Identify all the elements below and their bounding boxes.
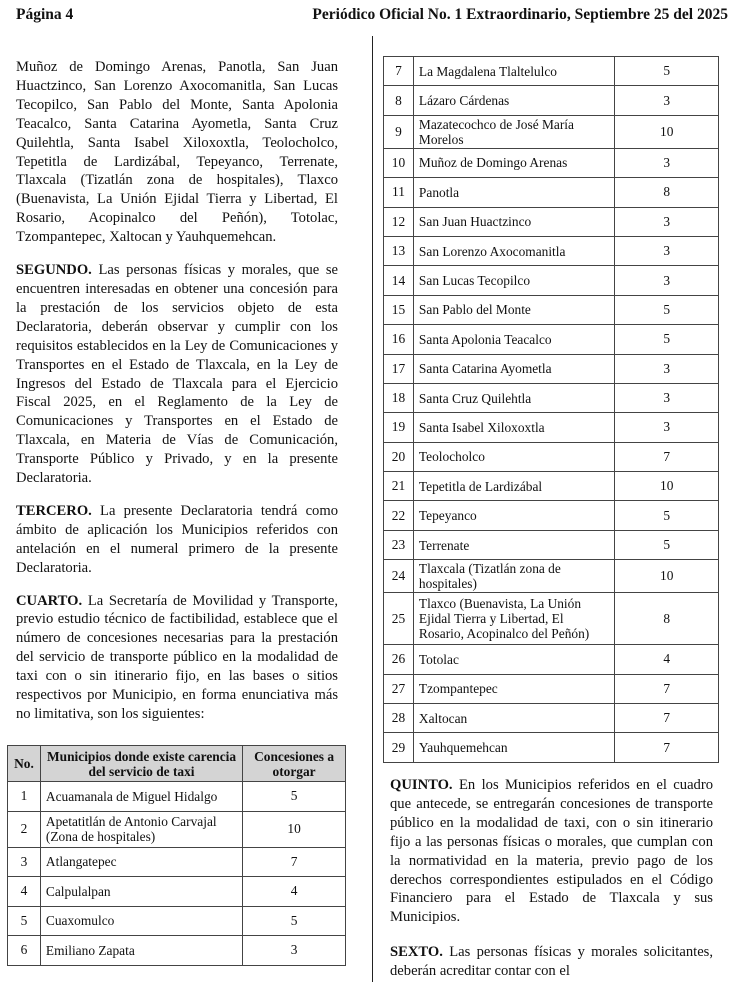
row-number: 10 [384,148,414,177]
row-concesiones: 3 [615,413,719,442]
row-concesiones: 5 [615,325,719,354]
table-row [384,530,719,559]
table-row [384,472,719,501]
row-concesiones: 3 [615,86,719,115]
row-number: 23 [384,530,414,559]
table-row [384,354,719,383]
table-row [384,295,719,324]
table-row [384,57,719,86]
table-row [384,560,719,593]
row-number: 13 [384,236,414,265]
row-number: 24 [384,560,414,593]
row-concesiones: 10 [615,115,719,148]
cuarto-text: La Secretaría de Movilidad y Transporte, previo estudio técnico de factibilidad, establece que el número de concesiones necesarias para la prestación del servicio de transporte público en la modalidad de taxi con o sin itinerario fijo, en las bases o sitios respectivos por Municipio, en forma enunciativa más no limitativa, son los siguientes: [16,592,338,722]
row-concesiones: 5 [243,906,346,936]
tercero-text: La presente Declaratoria tendrá como ámbito de aplicación los Municipios referidos con antelación en el numeral primero de la presente Declaratoria. [16,502,338,576]
left-column [16,58,338,738]
row-municipio: San Pablo del Monte [413,295,614,324]
table-row [384,733,719,762]
row-number: 3 [8,847,41,877]
row-municipio: San Juan Huactzinco [413,207,614,236]
page-header [16,6,728,26]
row-municipio: Tepetitla de Lardizábal [413,472,614,501]
table-row [384,704,719,733]
table-row [384,645,719,674]
row-number: 4 [8,877,41,907]
segundo-heading: SEGUNDO. [16,262,92,279]
row-municipio: Santa Catarina Ayometla [413,354,614,383]
row-municipio: Tlaxcala (Tizatlán zona de hospitales) [413,560,614,593]
table-row [384,413,719,442]
row-concesiones: 5 [243,782,346,812]
segundo-paragraph [16,261,338,488]
row-concesiones: 3 [615,148,719,177]
row-concesiones: 3 [615,266,719,295]
sexto-paragraph [390,943,713,981]
row-municipio: Panotla [413,178,614,207]
column-divider [372,36,373,982]
right-column-text [390,776,713,997]
concessions-table-part-1 [7,745,346,966]
table-row [8,811,346,847]
row-municipio: Terrenate [413,530,614,559]
table-row [384,501,719,530]
intro-paragraph: Muñoz de Domingo Arenas, Panotla, San Juan Huactzinco, San Lorenzo Axocomanitla, San Lucas Tecopilco, San Pablo del Monte, Santa Apolonia Teacalco, Santa Catarina Ayometla, Santa Cruz Quilehtla, Santa Isabel Xiloxoxtla, Teolocholco, Tepetitla de Lardizábal, Tepeyanco, Terrenate, Tlaxcala (Tizatlán zona de hospitales), Tlaxco (Buenavista, La Unión Ejidal Tierra y Libertad, El Rosario, Acopinalco del Peñón), Totolac, Tzompantepec, Xaltocan y Yauhquemehcan. [16,59,338,246]
row-number: 26 [384,645,414,674]
row-concesiones: 10 [615,472,719,501]
cuarto-heading: CUARTO. [16,592,83,609]
row-municipio: Yauhquemehcan [413,733,614,762]
row-concesiones: 3 [615,354,719,383]
cuarto-paragraph [16,592,338,724]
row-municipio: Cuaxomulco [40,906,242,936]
row-concesiones: 7 [615,704,719,733]
publication-title: Periódico Oficial No. 1 Extraordinario, Septiembre 25 del 2025 [312,6,728,23]
header-municipio: Municipios donde existe carencia del servicio de taxi [40,746,242,782]
row-municipio: Xaltocan [413,704,614,733]
row-number: 29 [384,733,414,762]
row-concesiones: 5 [615,57,719,86]
table-row [384,266,719,295]
table-row [384,383,719,412]
table-row [8,906,346,936]
table-row [384,115,719,148]
page-number: Página 4 [16,6,74,23]
row-number: 15 [384,295,414,324]
row-number: 1 [8,782,41,812]
row-municipio: Santa Apolonia Teacalco [413,325,614,354]
row-concesiones: 3 [615,207,719,236]
row-number: 9 [384,115,414,148]
table-row [384,236,719,265]
quinto-text: En los Municipios referidos en el cuadro que antecede, se entregarán concesiones de transporte público en la modalidad de taxi, con o sin itinerario fijo a las personas físicas o morales, que cumplan con la normatividad en la materia, previo pago de los derechos correspondientes estipulados en el Código Financiero para el Estado de Tlaxcala y sus Municipios. [390,777,713,926]
row-number: 6 [8,936,41,966]
row-concesiones: 7 [615,733,719,762]
table-row [384,674,719,703]
table-row [384,178,719,207]
table-row [8,877,346,907]
row-municipio: Muñoz de Domingo Arenas [413,148,614,177]
row-concesiones: 5 [615,530,719,559]
row-number: 17 [384,354,414,383]
row-concesiones: 8 [615,593,719,645]
row-municipio: San Lorenzo Axocomanitla [413,236,614,265]
row-concesiones: 8 [615,178,719,207]
tercero-paragraph [16,502,338,578]
row-number: 5 [8,906,41,936]
row-number: 11 [384,178,414,207]
row-municipio: Apetatitlán de Antonio Carvajal (Zona de hospitales) [40,811,242,847]
row-municipio: Santa Isabel Xiloxoxtla [413,413,614,442]
row-concesiones: 4 [615,645,719,674]
row-municipio: San Lucas Tecopilco [413,266,614,295]
row-number: 14 [384,266,414,295]
row-municipio: Acuamanala de Miguel Hidalgo [40,782,242,812]
row-concesiones: 5 [615,501,719,530]
row-concesiones: 4 [243,877,346,907]
row-number: 20 [384,442,414,471]
row-municipio: Atlangatepec [40,847,242,877]
segundo-text: Las personas físicas y morales, que se encuentren interesadas en obtener una concesión para la prestación de los servicios objeto de esta Declaratoria, deberán observar y cumplir con los requisitos establecidos en la Ley de Comunicaciones y Transportes en el Estado de Tlaxcala, en la Ley de Ingresos del Estado de Tlaxcala para el Ejercicio Fiscal 2025, en el Reglamento de la Ley de Comunicaciones y Transportes en el Estado de Tlaxcala, en Materia de Vías de Comunicación, Transporte Público y Privado, y en la presente Declaratoria. [16,262,338,487]
row-concesiones: 7 [615,442,719,471]
quinto-heading: QUINTO. [390,777,453,793]
row-concesiones: 7 [243,847,346,877]
table-row [384,442,719,471]
row-municipio: Tepeyanco [413,501,614,530]
sexto-text: Las personas físicas y morales solicitantes, deberán acreditar contar con el [390,944,713,980]
header-concesiones: Concesiones a otorgar [243,746,346,782]
row-number: 28 [384,704,414,733]
row-number: 7 [384,57,414,86]
row-concesiones: 10 [615,560,719,593]
tercero-heading: TERCERO. [16,502,92,519]
row-number: 19 [384,413,414,442]
row-municipio: Emiliano Zapata [40,936,242,966]
row-number: 21 [384,472,414,501]
row-number: 18 [384,383,414,412]
row-municipio: Lázaro Cárdenas [413,86,614,115]
table-row [384,207,719,236]
table-row [8,936,346,966]
row-number: 12 [384,207,414,236]
row-municipio: Tzompantepec [413,674,614,703]
row-municipio: Mazatecochco de José María Morelos [413,115,614,148]
row-number: 22 [384,501,414,530]
table-row [384,325,719,354]
table-row [384,148,719,177]
header-no: No. [8,746,41,782]
row-concesiones: 7 [615,674,719,703]
row-municipio: Calpulalpan [40,877,242,907]
row-concesiones: 3 [243,936,346,966]
concessions-table-part-2 [383,56,719,763]
row-concesiones: 3 [615,236,719,265]
row-municipio: Totolac [413,645,614,674]
table-row [8,782,346,812]
table-row [384,593,719,645]
row-number: 27 [384,674,414,703]
row-concesiones: 5 [615,295,719,324]
row-number: 8 [384,86,414,115]
row-municipio: Tlaxco (Buenavista, La Unión Ejidal Tierra y Libertad, El Rosario, Acopinalco del Peñón) [413,593,614,645]
row-number: 2 [8,811,41,847]
row-concesiones: 3 [615,383,719,412]
table-row [8,847,346,877]
row-municipio: La Magdalena Tlaltelulco [413,57,614,86]
row-municipio: Santa Cruz Quilehtla [413,383,614,412]
table-row [384,86,719,115]
row-number: 16 [384,325,414,354]
sexto-heading: SEXTO. [390,944,443,961]
row-municipio: Teolocholco [413,442,614,471]
row-number: 25 [384,593,414,645]
row-concesiones: 10 [243,811,346,847]
quinto-paragraph [390,776,713,927]
